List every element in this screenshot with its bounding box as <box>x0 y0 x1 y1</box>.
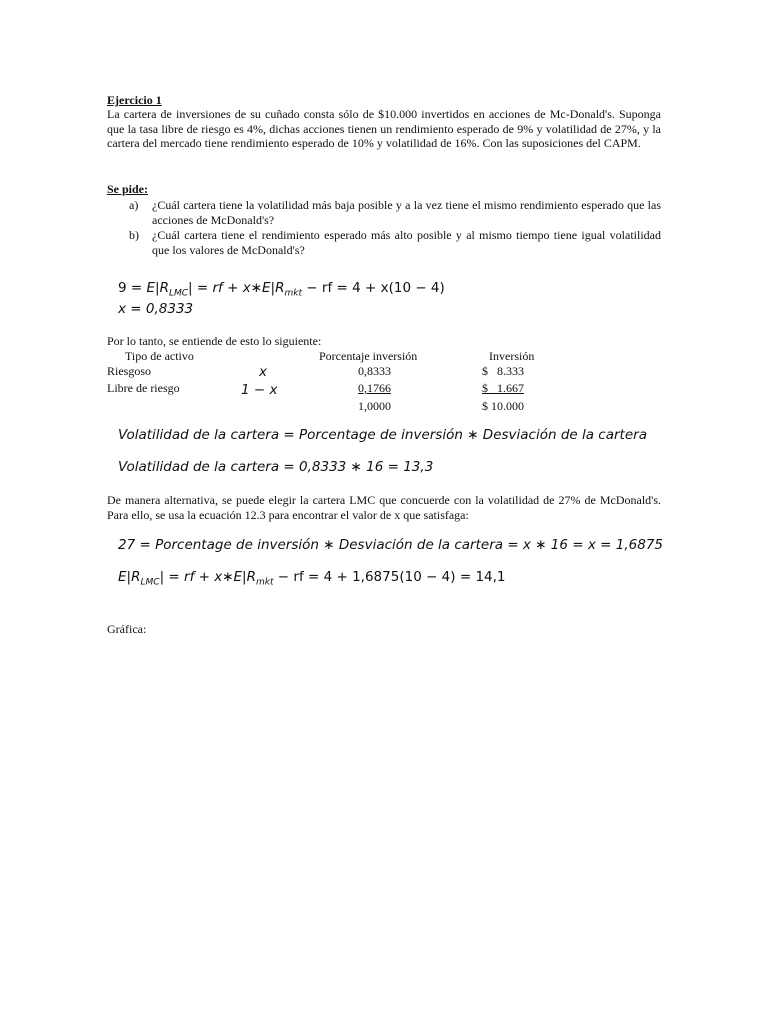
table-header-porcentaje: Porcentaje inversión <box>319 349 418 363</box>
table-row-1-inv: $ 8.333 <box>482 364 524 378</box>
table-row-1-tipo: Riesgoso <box>107 364 152 378</box>
table-row-1-pct: 0,8333 <box>358 364 391 378</box>
equation-volatility-value: Volatilidad de la cartera = 0,8333 ∗ 16 = 13,3 <box>118 459 434 475</box>
table-row-2-symbol: 1 − x <box>241 382 278 398</box>
table-row-1-symbol: x <box>259 364 267 380</box>
table-row-2-inv: $ 1.667 <box>482 381 524 395</box>
question-b-text: ¿Cuál cartera tiene el rendimiento esperado más alto posible y al mismo tiempo tiene igual volatilidad que los valores de McDonald's? <box>152 228 661 257</box>
grafica-label: Gráfica: <box>107 622 147 636</box>
intro-paragraph: La cartera de inversiones de su cuñado consta sólo de $10.000 invertidos en acciones de Mc-Donald's. Suponga que la tasa libre de riesgo es 4%, dichas acciones tienen un rendimiento esperado de 9% y volatilidad de 27%, y la cartera del mercado tiene rendimiento esperado de 10% y volatilidad de 16%. Con las suposiciones del CAPM. <box>107 107 661 150</box>
alternative-paragraph: De manera alternativa, se puede elegir la cartera LMC que concuerde con la volatilidad de 27% de McDonald's. Para ello, se usa la ecuación 12.3 para encontrar el valor de x que satisfaga: <box>107 493 661 522</box>
table-total-pct: 1,0000 <box>358 399 391 413</box>
equation-volatility-def: Volatilidad de la cartera = Porcentage de inversión ∗ Desviación de la cartera <box>118 427 647 443</box>
equation-expected-return: $E|R_{LMC}|$ = rf + $x∗E|R_{mkt}$ − rf = 4 + 1,6875(10 − 4) = 14,1 <box>118 569 506 588</box>
exercise-title: Ejercicio 1 <box>107 93 162 107</box>
table-header-tipo: Tipo de activo <box>125 349 194 363</box>
question-a-marker: a) <box>129 198 139 212</box>
question-a-text: ¿Cuál cartera tiene la volatilidad más baja posible y a la vez tiene el mismo rendimiento esperado que las acciones de McDonald's? <box>152 198 661 227</box>
equation-x-value: x = 0,8333 <box>118 301 194 317</box>
question-b-marker: b) <box>129 228 139 242</box>
equation-capm-return: $9 = E|R_{LMC}|$ = rf + $x∗E|R_{mkt}$ − rf = 4 + x(10 − 4) <box>118 280 445 299</box>
se-pide-heading: Se pide: <box>107 182 149 196</box>
table-header-inversion: Inversión <box>489 349 535 363</box>
table-total-inv: $ 10.000 <box>482 399 524 413</box>
equation-x-solve: 27 = Porcentage de inversión ∗ Desviación de la cartera = x ∗ 16 = x = 1,6875 <box>118 537 663 553</box>
table-row-2-tipo: Libre de riesgo <box>107 381 180 395</box>
por-lo-tanto-text: Por lo tanto, se entiende de esto lo siguiente: <box>107 334 322 348</box>
table-row-2-pct: 0,1766 <box>358 381 391 395</box>
